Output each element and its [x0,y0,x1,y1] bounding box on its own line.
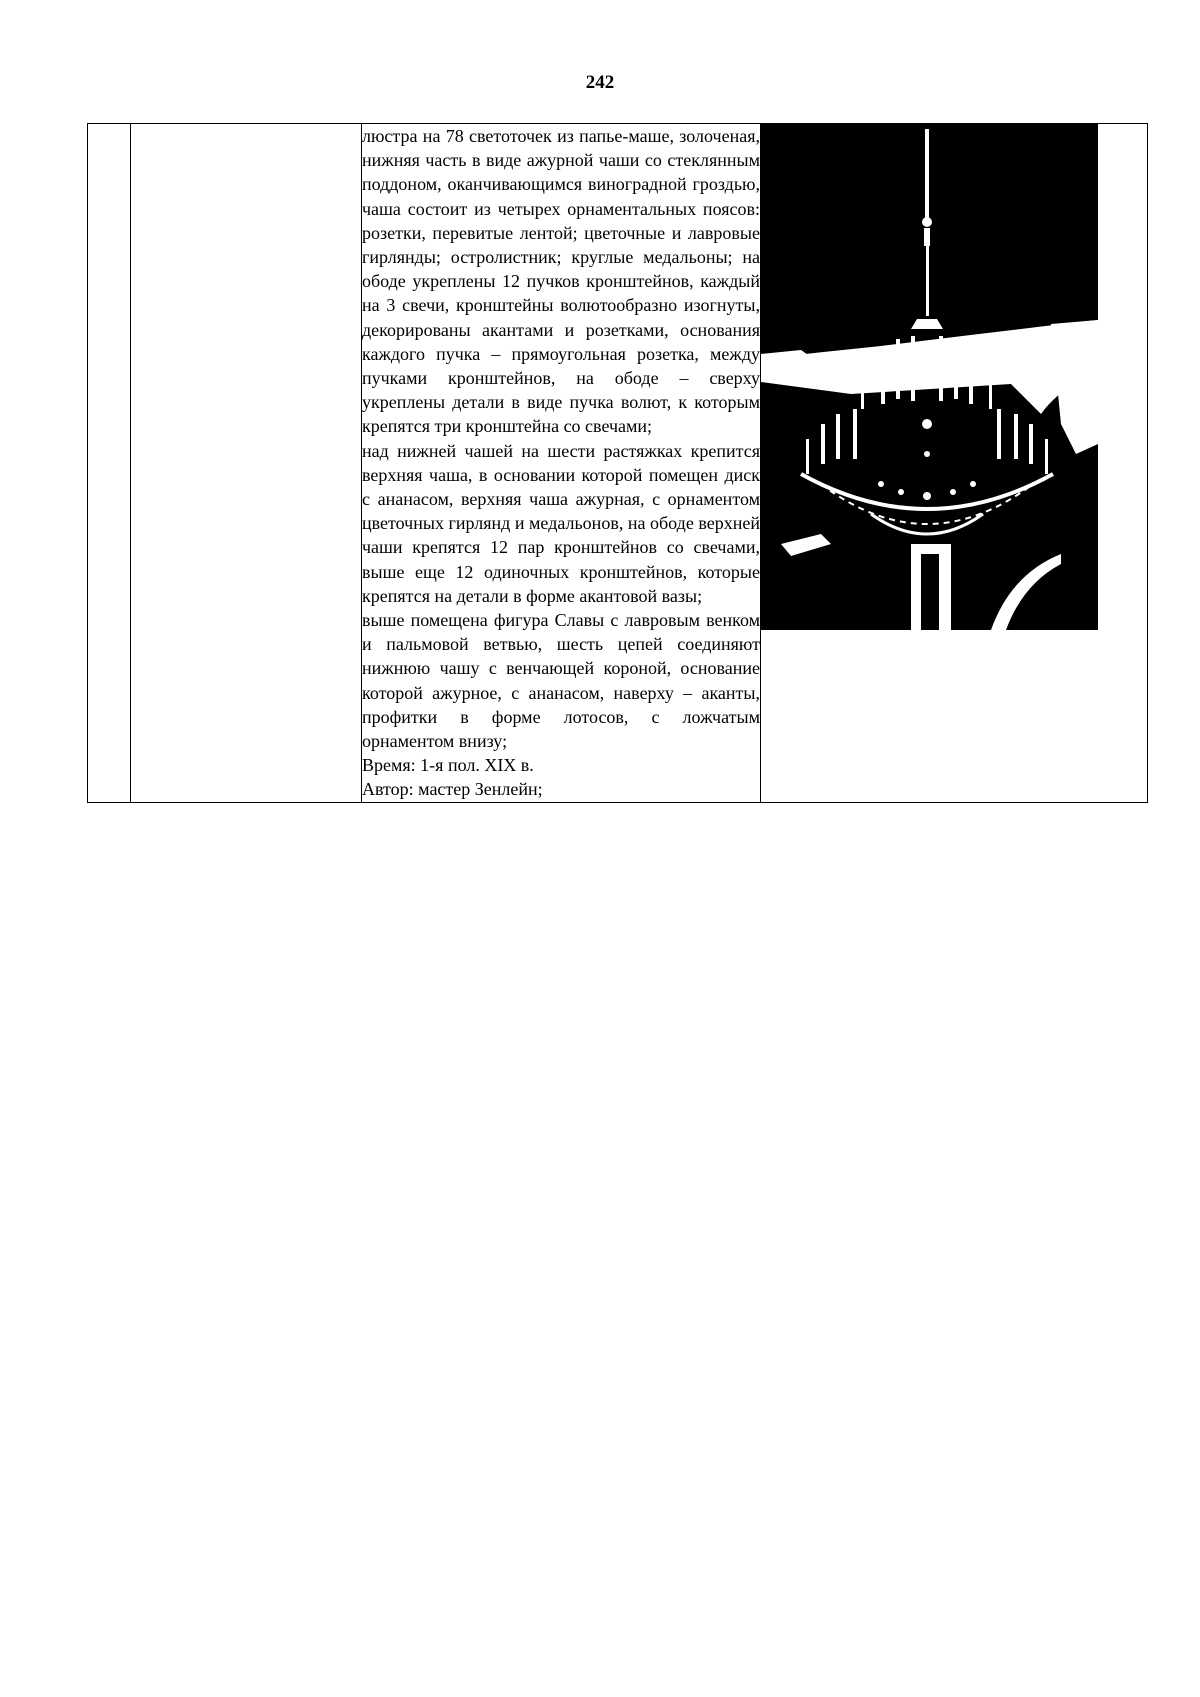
description-period: Время: 1-я пол. XIX в. [362,755,534,776]
inventory-table [87,123,1148,803]
description-author: Автор: мастер Зенлейн; [362,779,543,800]
number-cell [88,124,131,803]
description-text [362,124,760,802]
description-cell [362,124,761,803]
photo-cell [761,124,1148,803]
description-paragraph-lower-bowl: люстра на 78 светоточек из папье-маше, золоченая, нижняя часть в виде ажурной чаши со стеклянным поддоном, оканчивающимся виноградной гроздью, чаша состоит из четырех орнаментальных поясов: розетки, перевитые лентой; цветочные и лавровые гирлянды; остролистник; круглые медальоны; на ободе укреплены 12 пучков кронштейнов, каждый на 3 свечи, кронштейны волютообразно изогнуты, декорированы акантами и розетками, основания каждого пучка – прямоугольная розетка, между пучками кронштейнов, на ободе – сверху укреплены детали в виде пучка волют, к которым крепятся три кронштейна со свечами; [362,126,760,437]
description-paragraph-upper-bowl: над нижней чашей на шести растяжках крепится верхняя чаша, в основании которой помещен диск с ананасом, верхняя чаша ажурная, с орнаментом цветочных гирлянд и медальонов, на ободе верхней чаши крепятся 12 пар кронштейнов со свечами, выше еще 12 одиночных кронштейнов, которые крепятся на детали в форме акантовой вазы; [362,440,760,606]
table-row [88,124,1148,803]
description-paragraph-crown: выше помещена фигура Славы с лавровым венком и пальмовой ветвью, шесть цепей соединяют нижнюю чашу с венчающей короной, основание которой ажурное, с ананасом, наверху – аканты, профитки в форме лотосов, с ложчатым орнаментом внизу; [362,610,760,752]
chandelier-photo [761,124,1098,630]
name-cell [131,124,362,803]
page-number: 242 [585,72,615,93]
